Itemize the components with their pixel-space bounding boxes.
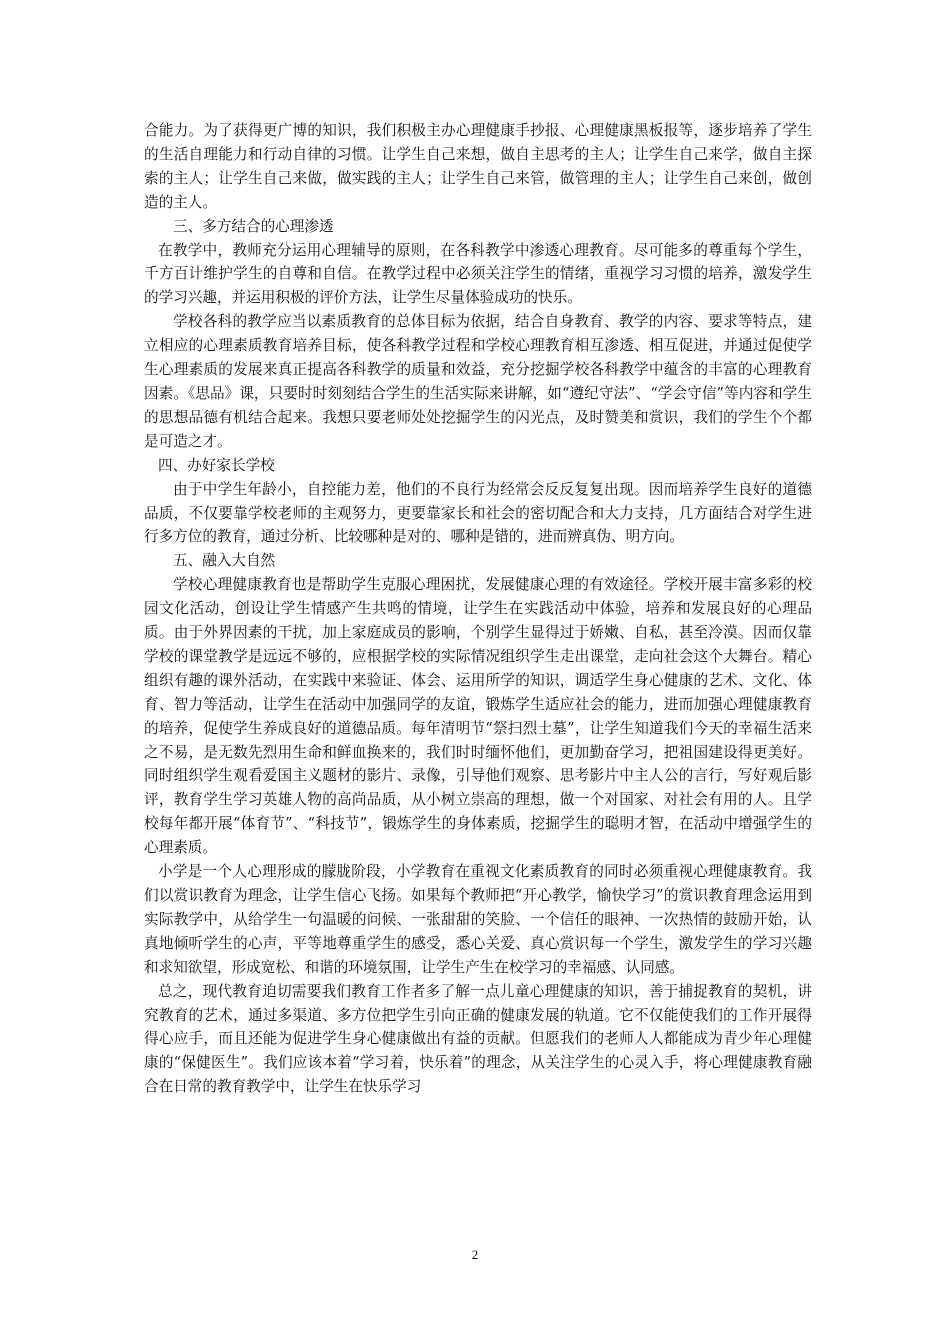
- page-number: 2: [471, 1247, 479, 1262]
- section-heading-5: 五、融入大自然: [173, 552, 276, 570]
- section-heading-4: 四、办好家长学校: [158, 456, 275, 474]
- paragraph: 总之，现代教育迫切需要我们教育工作者多了解一点儿童心理健康的知识，善于捕捉教育的契机，讲究教育的艺术，通过多渠道、多方位把学生引向正确的健康发展的轨道。它不仅能使我们的工作开展得得心应手，而且还能为促进学生身心健康做出有益的贡献。但愿我们的老师人人都能成为青少年心理健康的“保健医生”。我们应该本着“学习着，快乐着”的理念，从关注学生的心灵入手，将心理健康教育融合在日常的教育教学中，让学生在快乐学习: [144, 982, 812, 1096]
- paragraph: 由于中学生年龄小，自控能力差，他们的不良行为经常会反反复复出现。因而培养学生良好的道德品质，不仅要靠学校老师的主观努力，更要靠家长和社会的密切配合和大力支持，几方面结合对学生进行多方位的教育，通过分析、比较哪种是对的、哪种是错的，进而辨真伪、明方向。: [144, 480, 812, 546]
- paragraph: 小学是一个人心理形成的朦胧阶段，小学教育在重视文化素质教育的同时必须重视心理健康教育。我们以赏识教育为理念，让学生信心飞扬。如果每个教师把“开心教学，愉快学习”的赏识教育理念运用到实际教学中，从给学生一句温暖的问候、一张甜甜的笑脸、一个信任的眼神、一次热情的鼓励开始，认真地倾听学生的心声，平等地尊重学生的感受，悉心关爱、真心赏识每一个学生，激发学生的学习兴趣和求知欲望，形成宽松、和谐的环境氛围，让学生产生在校学习的幸福感、认同感。: [144, 863, 812, 976]
- document-body: [144, 119, 812, 1099]
- paragraph: 在教学中，教师充分运用心理辅导的原则，在各科教学中渗透心理教育。尽可能多的尊重每个学生，千方百计维护学生的自尊和自信。在教学过程中必须关注学生的情绪，重视学习习惯的培养，激发学生的学习兴趣，并运用积极的评价方法，让学生尽量体验成功的快乐。: [144, 241, 812, 307]
- section-heading-3: 三、多方结合的心理渗透: [173, 217, 334, 235]
- paragraph: 学校心理健康教育也是帮助学生克服心理困扰，发展健康心理的有效途径。学校开展丰富多彩的校园文化活动，创设让学生情感产生共鸣的情境，让学生在实践活动中体验，培养和发展良好的心理品质。由于外界因素的干扰，加上家庭成员的影响，个别学生显得过于娇嫩、自私，甚至冷漠。因而仅靠学校的课堂教学是远远不够的，应根据学校的实际情况组织学生走出课堂，走向社会这个大舞台。精心组织有趣的课外活动，在实践中来验证、体会、运用所学的知识，调适学生身心健康的艺术、文化、体育、智力等活动，让学生在活动中加强同学的友谊，锻炼学生适应社会的能力，进而加强心理健康教育的培养，促使学生养成良好的道德品质。每年清明节“祭扫烈士墓”，让学生知道我们今天的幸福生活来之不易，是无数先烈用生命和鲜血换来的，我们时时缅怀他们，更加勤奋学习，把祖国建设得更美好。同时组织学生观看爱国主义题材的影片、录像，引导他们观察、思考影片中主人公的言行，写好观后影评，教育学生学习英雄人物的高尚品质，从小树立崇高的理想，做一个对国家、对社会有用的人。且学校每年都开展“体育节”、“科技节”，锻炼学生的身体素质，挖掘学生的聪明才智，在活动中增强学生的心理素质。: [144, 576, 812, 857]
- paragraph: 合能力。为了获得更广博的知识，我们积极主办心理健康手抄报、心理健康黑板报等，逐步培养了学生的生活自理能力和行动自律的习惯。让学生自己来想，做自主思考的主人；让学生自己来学，做自主探索的主人；让学生自己来做，做实践的主人；让学生自己来管，做管理的主人；让学生自己来创，做创造的主人。: [144, 122, 812, 211]
- paragraph: 学校各科的教学应当以素质教育的总体目标为依据，结合自身教育、教学的内容、要求等特点，建立相应的心理素质教育培养目标，使各科教学过程和学校心理教育相互渗透、相互促进，并通过促使学生心理素质的发展来真正提高各科教学的质量和效益，充分挖掘学校各科教学中蕴含的丰富的心理教育因素。《思品》课，只要时时刻刻结合学生的生活实际来讲解，如“遵纪守法”、“学会守信”等内容和学生的思想品德有机结合起来。我想只要老师处处挖掘学生的闪光点，及时赞美和赏识，我们的学生个个都是可造之才。: [144, 313, 812, 450]
